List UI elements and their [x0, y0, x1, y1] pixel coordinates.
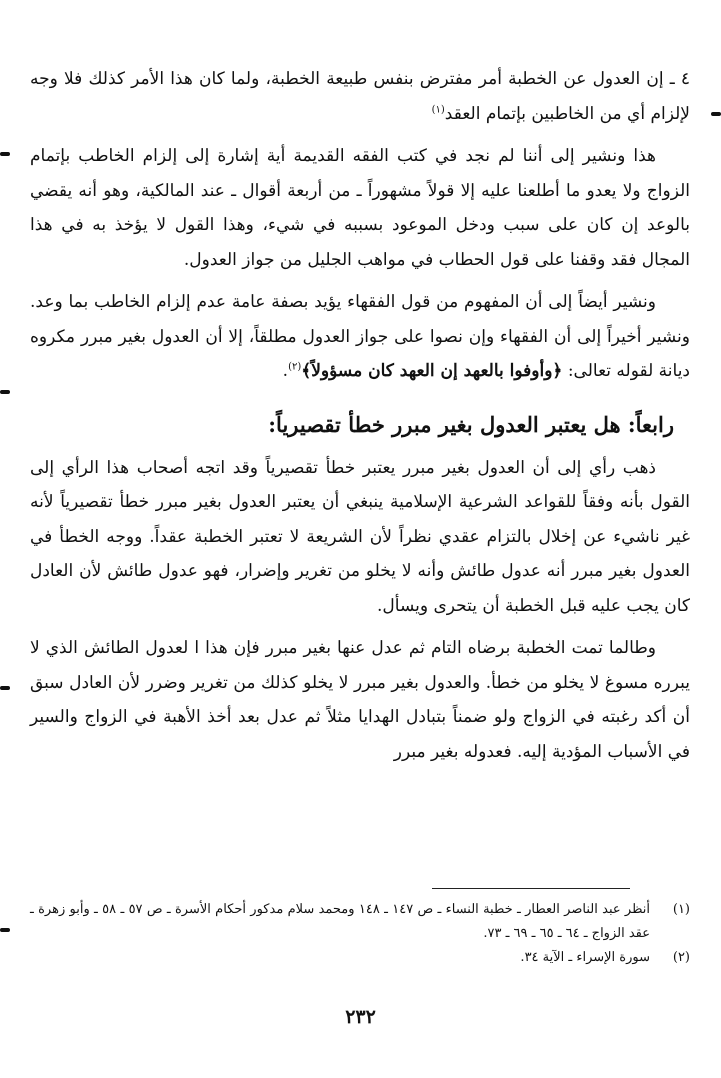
quran-verse: ﴿وأوفوا بالعهد إن العهد كان مسؤولاً﴾	[301, 361, 563, 381]
page-number: ٢٣٢	[345, 1006, 376, 1028]
scan-edge-mark	[0, 152, 10, 156]
section-heading: رابعاً: هل يعتبر العدول بغير مبرر خطأ تقصيرياً:	[268, 411, 674, 437]
footnote-ref-2[interactable]: (٢)	[288, 361, 302, 373]
paragraph-reckless-withdrawal: وطالما تمت الخطبة برضاه التام ثم عدل عنها بغير مبرر فإن هذا ا لعدول الطائش الذي لا يبرره مسوغ لا يخلو من خطأ. والعدول بغير مبرر لا يخلو كذلك من تغرير وضرر لأن العادل سبق أن أكد رغبته في الزواج ولو ضمناً بتبادل الهدايا مثلاً ثم عدل بعد أخذ الأهبة في الزواج والسير في الأسباب المؤدية إليه. فعدوله بغير مبرر	[30, 638, 690, 762]
footnote-ref-1[interactable]: (١)	[431, 103, 445, 115]
scan-edge-mark	[0, 686, 10, 690]
paragraph-maliki-opinion: هذا ونشير إلى أننا لم نجد في كتب الفقه القديمة أية إشارة إلى إلزام الخاطب بإتمام الزواج ولا يعدو ما أطلعنا عليه إلا قولاً مشهوراً ـ من أربعة أقوال ـ عند المالكية، وهو أنه يقضي بالوعد إن كان على سبب ودخل الموعود بسببه في شيء، وهذا القول لا يؤخذ به في هذا المجال فقد وقفنا على قول الحطاب في مواهب الجليل من جواز العدول.	[30, 146, 690, 270]
page-body	[30, 62, 690, 769]
footnote-1	[30, 898, 690, 946]
scan-edge-mark	[0, 390, 10, 394]
footnote-text: سورة الإسراء ـ الآية ٣٤.	[520, 950, 650, 965]
scan-edge-mark	[0, 928, 10, 932]
footnote-number: (١)	[672, 902, 690, 917]
scan-edge-mark	[711, 112, 721, 116]
paragraph-point-4	[30, 62, 690, 131]
paragraph-text: ونشير أيضاً إلى أن المفهوم من قول الفقهاء يؤيد بصفة عامة عدم إلزام الخاطب بما وعد. ونشير أخيراً إلى أن الفقهاء وإن نصوا على جواز العدول مطلقاً، إلا أن العدول بغير مبرر مكروه ديانة لقوله تعالى:	[30, 292, 690, 381]
paragraph-jurists-view	[30, 285, 690, 389]
footnote-2	[30, 946, 690, 970]
footnote-divider	[432, 888, 630, 889]
footnotes	[30, 898, 690, 970]
paragraph-tort-opinion: ذهب رأي إلى أن العدول بغير مبرر يعتبر خطأ تقصيرياً وقد اتجه أصحاب هذا الرأي إلى القول بأنه وفقاً للقواعد الشرعية الإسلامية ينبغي أن يعتبر العدول بغير مبرر خطأ تقصيرياً لأنه غير ناشيء عن إخلال بالتزام عقدي نظراً لأن الشريعة لا تعتبر الخطبة عقداً. ووجه الخطأ في العدول بغير مبرر أنه عدول طائش وأنه لا يخلو من تغرير وإضرار، فهو عدول طائش لأن العادل كان يجب عليه قبل الخطبة أن يتحرى ويسأل.	[30, 457, 690, 616]
paragraph-end-period: .	[282, 361, 289, 381]
footnote-number: (٢)	[672, 950, 690, 965]
paragraph-text: ٤ ـ إن العدول عن الخطبة أمر مفترض بنفس طبيعة الخطبة، ولما كان هذا الأمر كذلك فلا وجه لإلزام أي من الخاطبين بإتمام العقد	[30, 69, 690, 124]
footnote-text: أنظر عبد الناصر العطار ـ خطبة النساء ـ ص ١٤٧ ـ ١٤٨ ومحمد سلام مدكور أحكام الأسرة ـ ص ٥٧ ـ ٥٨ ـ وأبو زهرة ـ عقد الزواج ـ ٦٤ ـ ٦٥ ـ ٦٩ ـ ٧٣.	[30, 902, 650, 941]
